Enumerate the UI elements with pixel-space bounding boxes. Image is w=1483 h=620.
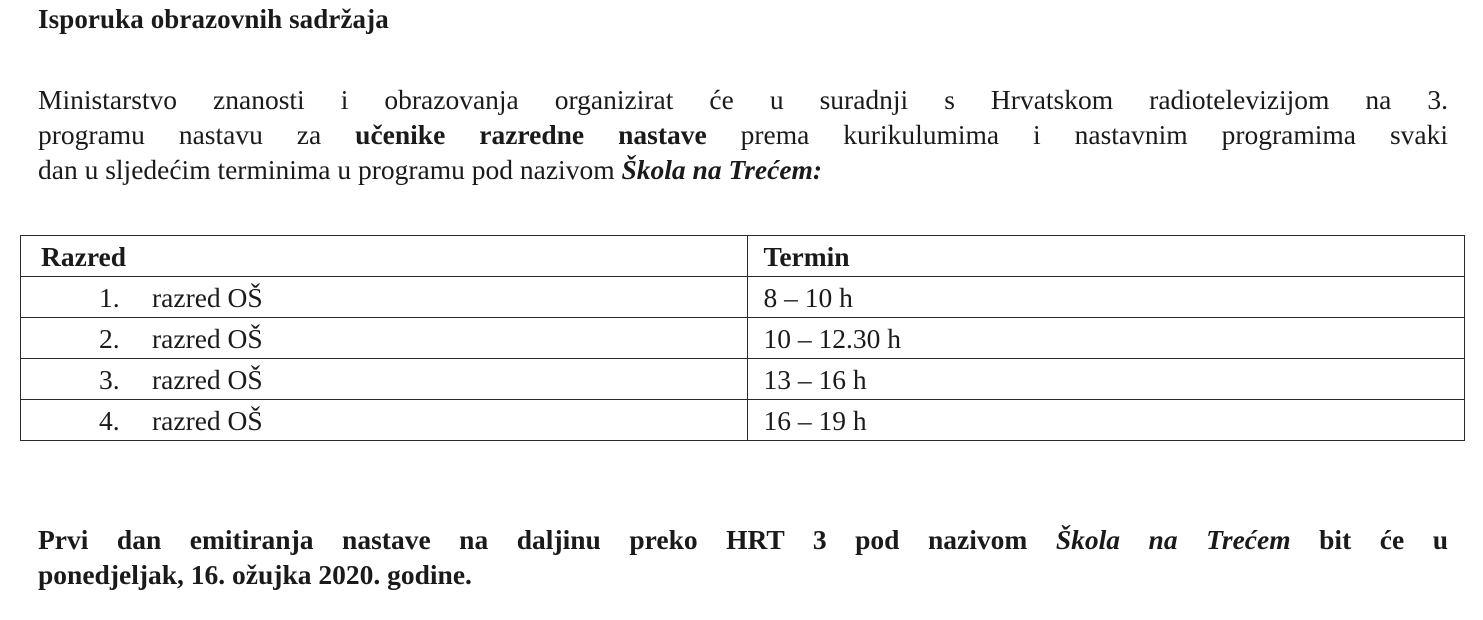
cell-termin: 8 – 10 h [747,277,1465,318]
cell-razred [21,318,748,359]
header-termin: Termin [747,236,1465,277]
row-number: 4. [99,405,120,436]
closing-paragraph [38,522,1448,592]
intro-line-3 [38,152,1448,187]
intro-line-2 [38,117,1448,152]
closing-text-start: Prvi dan emitiranja nastave na daljinu preko HRT 3 pod nazivom [38,524,1056,555]
intro-line-2-end: prema kurikulumima i nastavnim programima svaki [706,119,1449,150]
intro-paragraph [38,82,1448,187]
intro-line-2-start: programu nastavu za [38,119,356,150]
table-row [21,277,1465,318]
intro-emphasis-students: učenike razredne nastave [355,119,707,150]
row-number: 3. [99,364,120,395]
table-row [21,400,1465,441]
table-row [21,318,1465,359]
table-row [21,359,1465,400]
row-razred: razred OŠ [152,323,263,354]
closing-text-end: bit će u [1290,524,1449,555]
intro-line-1: Ministarstvo znanosti i obrazovanja organizirat će u suradnji s Hrvatskom radiotelevizijom na 3. [38,84,1448,115]
section-heading: Isporuka obrazovnih sadržaja [38,4,389,34]
cell-razred [21,400,748,441]
cell-termin: 10 – 12.30 h [747,318,1465,359]
closing-line-1 [38,522,1448,557]
schedule-table [20,235,1465,441]
table-header-row [21,236,1465,277]
header-razred: Razred [21,236,748,277]
row-razred: razred OŠ [152,405,263,436]
closing-program-name: Škola na Trećem [1055,524,1291,555]
row-razred: razred OŠ [152,364,263,395]
program-name: Škola na Trećem: [621,154,823,185]
cell-razred [21,277,748,318]
closing-line-2: ponedjeljak, 16. ožujka 2020. godine. [38,559,472,590]
cell-razred [21,359,748,400]
intro-line-3-start: dan u sljedećim terminima u programu pod nazivom [38,154,622,185]
cell-termin: 13 – 16 h [747,359,1465,400]
row-razred: razred OŠ [152,282,263,313]
row-number: 1. [99,282,120,313]
row-number: 2. [99,323,120,354]
cell-termin: 16 – 19 h [747,400,1465,441]
